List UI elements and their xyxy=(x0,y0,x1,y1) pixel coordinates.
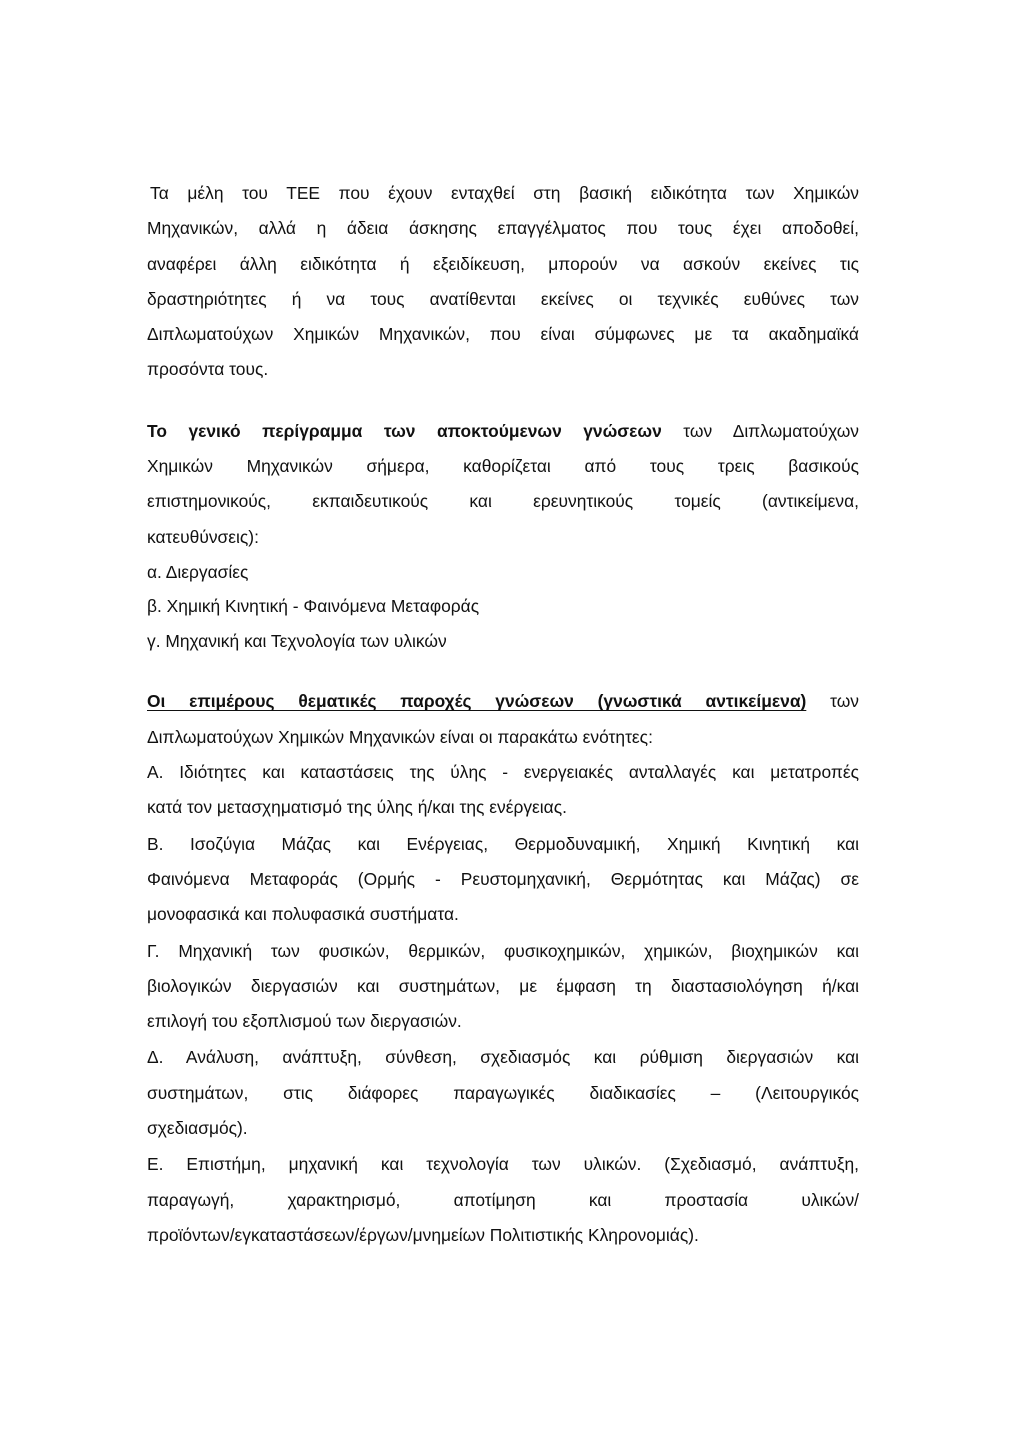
bold-lead: Το γενικό περίγραμμα των αποκτούμενων γνώσεων xyxy=(147,420,662,441)
text-line xyxy=(147,684,859,719)
text-line: Α. Ιδιότητες και καταστάσεις της ύλης - ενεργειακές ανταλλαγές και μετατροπές xyxy=(147,762,859,783)
section-a xyxy=(147,755,859,826)
paragraph-thematic-areas xyxy=(147,684,859,755)
text-line xyxy=(147,414,859,449)
text-line: Χημικών Μηχανικών σήμερα, καθορίζεται από τους τρεις βασικούς xyxy=(147,456,859,477)
text-line: Τα μέλη του ΤΕΕ που έχουν ενταχθεί στη βασική ειδικότητα των Χημικών xyxy=(150,183,859,203)
text-line: Μηχανικών, αλλά η άδεια άσκησης επαγγέλματος που τους έχει αποδοθεί, xyxy=(147,218,859,239)
paragraph-members xyxy=(147,176,859,388)
text-line: Φαινόμενα Μεταφοράς (Ορμής - Ρευστομηχανική, Θερμότητας και Μάζας) σε xyxy=(147,868,859,889)
text-line: Γ. Μηχανική των φυσικών, θερμικών, φυσικοχημικών, χημικών, βιοχημικών και xyxy=(147,940,859,961)
section-e xyxy=(147,1147,859,1253)
text-line: προϊόντων/εγκαταστάσεων/έργων/μνημείων Πολιτιστικής Κληρονομιάς). xyxy=(147,1224,699,1245)
text-line: Διπλωματούχων Χημικών Μηχανικών, που είναι σύμφωνες με τα ακαδημαϊκά xyxy=(147,324,859,345)
section-d xyxy=(147,1040,859,1146)
text-line: σχεδιασμός). xyxy=(147,1118,248,1139)
text-line: Ε. Επιστήμη, μηχανική και τεχνολογία των υλικών. (Σχεδιασμό, ανάπτυξη, xyxy=(147,1154,859,1175)
text-line: βιολογικών διεργασιών και συστημάτων, με έμφαση τη διαστασιολόγηση ή/και xyxy=(147,975,859,996)
list-item: γ. Μηχανική και Τεχνολογία των υλικών xyxy=(147,630,447,651)
text-line: μονοφασικά και πολυφασικά συστήματα. xyxy=(147,904,459,925)
text-line: Διπλωματούχων Χημικών Μηχανικών είναι οι παρακάτω ενότητες: xyxy=(147,726,653,747)
text-fragment: των Διπλωματούχων xyxy=(661,420,860,441)
text-line: επιστημονικούς, εκπαιδευτικούς και ερευνητικούς τομείς (αντικείμενα, xyxy=(147,491,859,512)
text-line: συστημάτων, στις διάφορες παραγωγικές διαδικασίες – (Λειτουργικός xyxy=(147,1082,859,1103)
text-line: Β. Ισοζύγια Μάζας και Ενέργειας, Θερμοδυναμική, Χημική Κινητική και xyxy=(147,833,859,854)
section-b xyxy=(147,827,859,933)
text-line: επιλογή του εξοπλισμού των διεργασιών. xyxy=(147,1011,462,1032)
section-c xyxy=(147,934,859,1040)
list-item: α. Διεργασίες xyxy=(147,561,249,582)
text-line: κατευθύνσεις): xyxy=(147,526,259,547)
list-item: β. Χημική Κινητική - Φαινόμενα Μεταφοράς xyxy=(147,596,480,617)
text-line: δραστηριότητες ή να τους ανατίθενται εκείνες οι τεχνικές ευθύνες των xyxy=(147,288,859,309)
text-line: Δ. Ανάλυση, ανάπτυξη, σύνθεση, σχεδιασμός και ρύθμιση διεργασιών και xyxy=(147,1047,859,1068)
text-line: κατά τον μετασχηματισμό της ύλης ή/και της ενέργειας. xyxy=(147,797,567,818)
paragraph-general-outline xyxy=(147,414,859,659)
text-fragment: των xyxy=(806,691,859,712)
document-body xyxy=(147,176,859,1254)
bold-underlined-lead: Οι επιμέρους θεματικές παροχές γνώσεων (γνωστικά αντικείμενα) xyxy=(147,691,807,712)
text-line: παραγωγή, χαρακτηρισμό, αποτίμηση και προστασία υλικών/ xyxy=(147,1189,859,1210)
text-line: αναφέρει άλλη ειδικότητα ή εξειδίκευση, μπορούν να ασκούν εκείνες τις xyxy=(147,253,859,274)
text-line: προσόντα τους. xyxy=(147,359,269,380)
